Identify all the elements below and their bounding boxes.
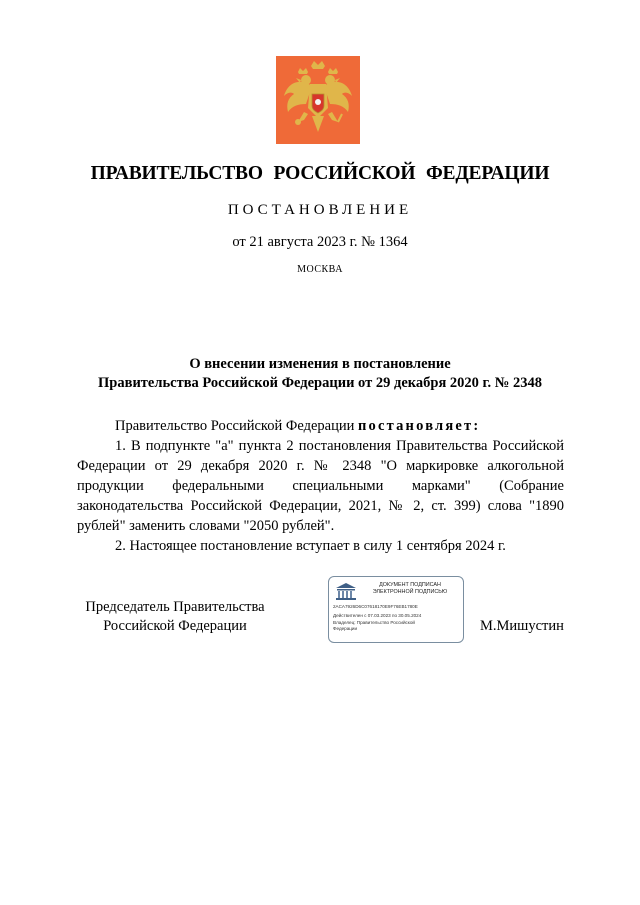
preamble-verb: постановляет: bbox=[357, 418, 481, 434]
subject-line-1: О внесении изменения в постановление bbox=[189, 356, 451, 372]
decree-body bbox=[77, 416, 564, 556]
government-building-icon bbox=[333, 581, 359, 601]
position-line-1: Председатель Правительства bbox=[85, 599, 265, 615]
coat-of-arms-emblem bbox=[276, 56, 360, 144]
stamp-owner-line-2: Федерации bbox=[333, 626, 358, 631]
item-2: 2. Настоящее постановление вступает в силу 1 сентября 2024 г. bbox=[115, 538, 506, 554]
preamble-prefix: Правительство Российской Федерации bbox=[115, 418, 358, 434]
government-title: ПРАВИТЕЛЬСТВО РОССИЙСКОЙ ФЕДЕРАЦИИ bbox=[90, 163, 550, 184]
stamp-title bbox=[361, 582, 459, 596]
decree-date-number: от 21 августа 2023 г. № 1364 bbox=[232, 234, 408, 250]
electronic-signature-stamp bbox=[328, 576, 464, 643]
item-1: 1. В подпункте "а" пункта 2 постановления Правительства Российской Федерации от 29 декабря 2020 г. № 2348 "О маркировке алкогольной продукции федеральными специальными марками" (Собрание законодательства Российской Федерации, 2021, № 2, ст. 399) слова "1890 рублей" заменить словами "2050 рублей". bbox=[77, 438, 564, 534]
russian-coat-of-arms-icon bbox=[276, 56, 360, 144]
position-line-2: Российской Федерации bbox=[103, 618, 247, 634]
signatory-name: М.Мишустин bbox=[480, 618, 564, 634]
stamp-validity: Действителен с 07.03.2023 по 30.05.2024 bbox=[333, 613, 422, 618]
stamp-title-line-2: ЭЛЕКТРОННОЙ ПОДПИСЬЮ bbox=[372, 589, 448, 595]
stamp-certificate: 2ACA7926D6C07618170E9F76EB1780E bbox=[333, 604, 418, 609]
stamp-title-line-1: ДОКУМЕНТ ПОДПИСАН bbox=[379, 582, 441, 588]
signatory-position bbox=[70, 598, 280, 636]
preamble bbox=[77, 416, 564, 436]
city-label: МОСКВА bbox=[297, 264, 343, 275]
subject-line-2: Правительства Российской Федерации от 29 декабря 2020 г. № 2348 bbox=[98, 375, 542, 391]
decree-subject bbox=[60, 355, 580, 393]
stamp-owner-line-1: Владелец: Правительство Российской bbox=[333, 620, 415, 625]
document-type: ПОСТАНОВЛЕНИЕ bbox=[227, 202, 413, 218]
